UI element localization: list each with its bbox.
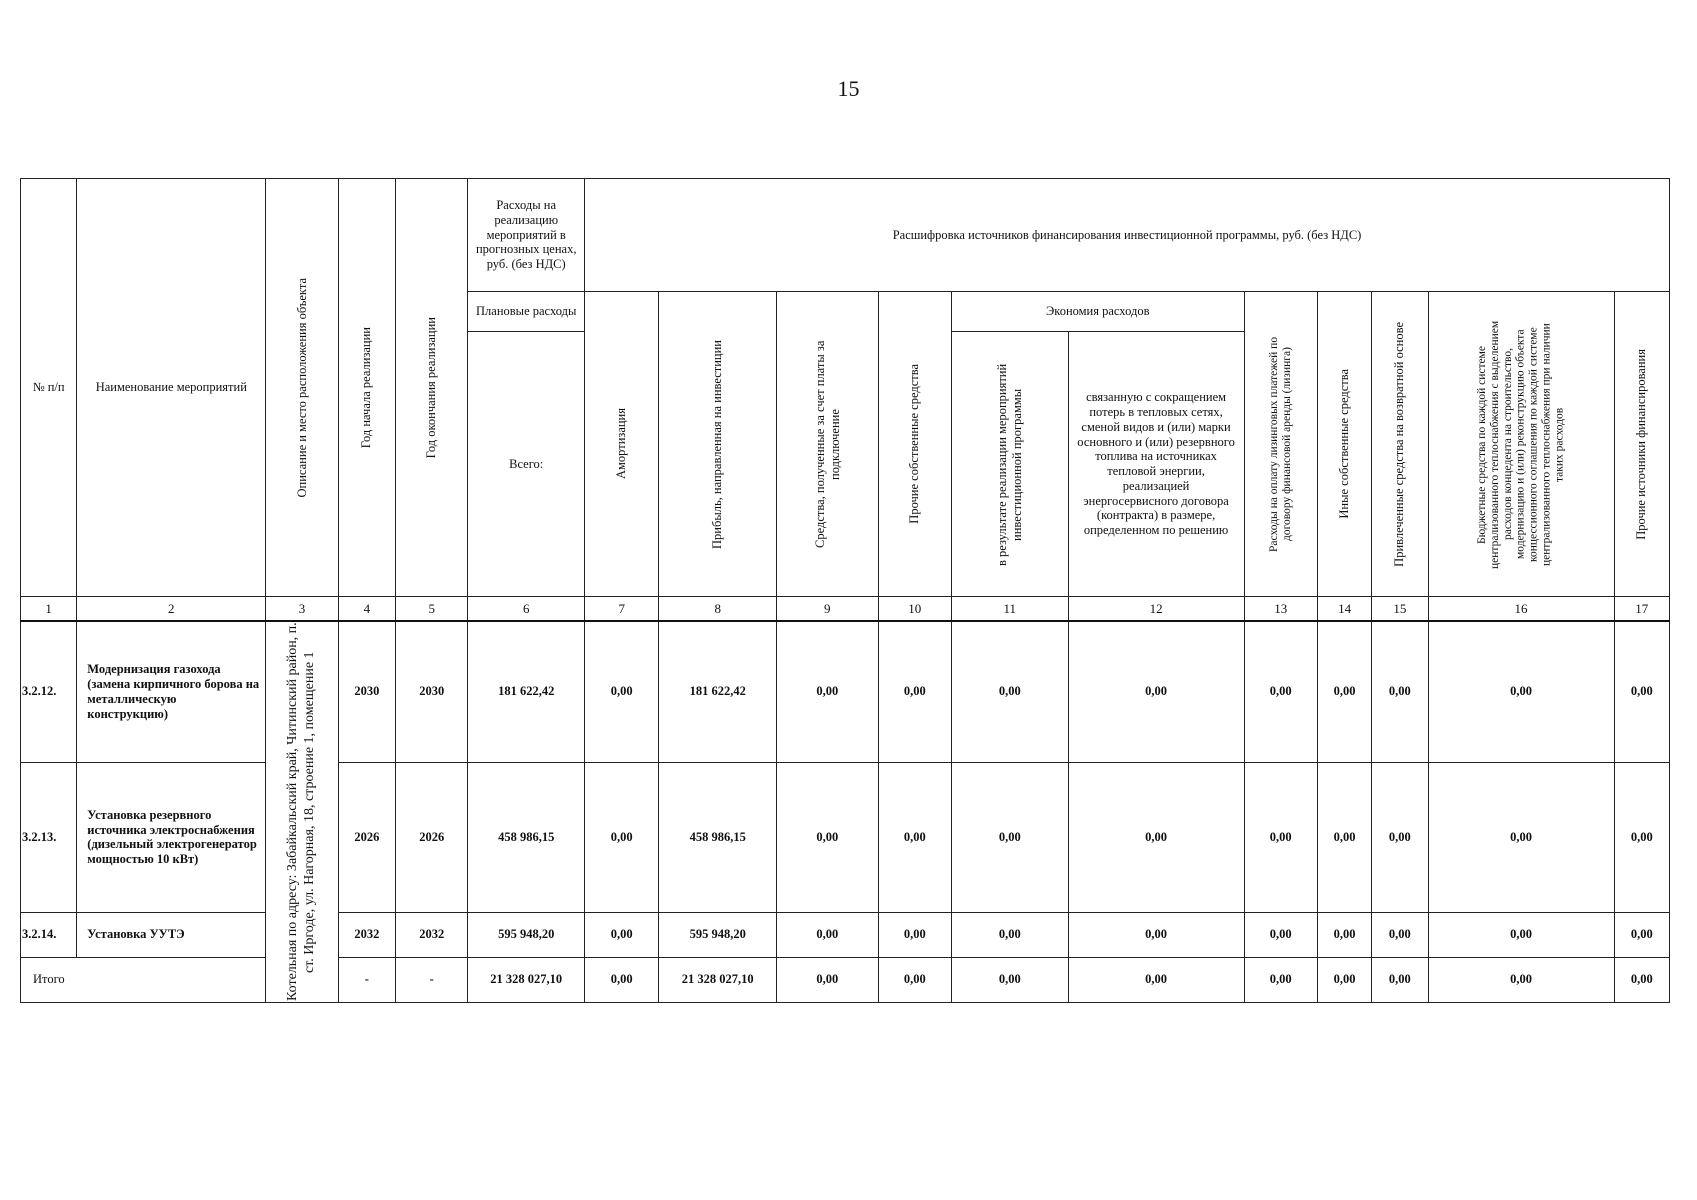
header-cell-connection-fee	[777, 292, 879, 597]
header-other-sources-label: Прочие источники финансирования	[1634, 348, 1649, 540]
row-c13: 0,00	[1244, 763, 1317, 912]
header-cell-economy: Экономия расходов	[951, 292, 1244, 332]
total-c7: 0,00	[585, 957, 659, 1002]
total-c16: 0,00	[1428, 957, 1614, 1002]
header-budget-label: Бюджетные средства по каждой системе централизованного теплоснабжения с выделением расходов концедента на строительство, модернизацию и (или) реконструкцию объекта концессионного соглашения по каждой системе централизованного теплоснабжения при наличии таких расходов	[1475, 319, 1566, 569]
header-cell-total: Всего:	[468, 332, 585, 597]
page-number: 15	[837, 76, 860, 101]
row-c8: 595 948,20	[659, 912, 777, 957]
header-other-funds-label: Иные собственные средства	[1337, 369, 1352, 519]
row-c14: 0,00	[1317, 763, 1371, 912]
row-c11: 0,00	[951, 912, 1068, 957]
header-cell-borrowed	[1372, 292, 1428, 597]
col-num: 1	[21, 597, 77, 621]
row-c16: 0,00	[1428, 912, 1614, 957]
total-c12: 0,00	[1068, 957, 1244, 1002]
col-num: 12	[1068, 597, 1244, 621]
total-end-year: -	[396, 957, 468, 1002]
total-label: Итого	[21, 957, 266, 1002]
row-c12: 0,00	[1068, 763, 1244, 912]
row-c15: 0,00	[1372, 912, 1428, 957]
col-num: 4	[338, 597, 395, 621]
row-end-year: 2030	[396, 621, 468, 763]
row-c14: 0,00	[1317, 912, 1371, 957]
total-c9: 0,00	[777, 957, 879, 1002]
header-row-1	[21, 179, 1670, 292]
header-cell-start-year	[338, 179, 395, 597]
header-leasing-label: Расходы на оплату лизинговых платежей по договору финансовой аренды (лизинга)	[1267, 336, 1293, 552]
row-end-year: 2026	[396, 763, 468, 912]
row-c10: 0,00	[878, 912, 951, 957]
row-c17: 0,00	[1614, 912, 1670, 957]
header-start-year-label: Год начала реализации	[359, 326, 374, 449]
row-end-year: 2032	[396, 912, 468, 957]
header-cell-funding-sources: Расшифровка источников финансирования инвестиционной программы, руб. (без НДС)	[585, 179, 1670, 292]
row-c7: 0,00	[585, 763, 659, 912]
row-c12: 0,00	[1068, 912, 1244, 957]
total-c11: 0,00	[951, 957, 1068, 1002]
header-cell-economy-program	[951, 332, 1068, 597]
row-c17: 0,00	[1614, 621, 1670, 763]
row-c10: 0,00	[878, 763, 951, 912]
header-cell-amortization	[585, 292, 659, 597]
row-c10: 0,00	[878, 621, 951, 763]
row-total: 458 986,15	[468, 763, 585, 912]
row-code: 3.2.14.	[21, 912, 77, 957]
header-cell-planned: Плановые расходы	[468, 292, 585, 332]
header-cell-other-sources	[1614, 292, 1670, 597]
table-row	[21, 621, 1670, 763]
row-total: 595 948,20	[468, 912, 585, 957]
total-c14: 0,00	[1317, 957, 1371, 1002]
total-c13: 0,00	[1244, 957, 1317, 1002]
row-code: 3.2.12.	[21, 621, 77, 763]
col-num: 15	[1372, 597, 1428, 621]
total-sum: 21 328 027,10	[468, 957, 585, 1002]
col-num: 10	[878, 597, 951, 621]
row-c11: 0,00	[951, 763, 1068, 912]
col-num: 7	[585, 597, 659, 621]
row-c15: 0,00	[1372, 763, 1428, 912]
col-num: 17	[1614, 597, 1670, 621]
header-connection-fee-label: Средства, полученные за счет платы за подключение	[812, 340, 842, 548]
total-start-year: -	[338, 957, 395, 1002]
header-cell-location	[266, 179, 338, 597]
row-c8: 458 986,15	[659, 763, 777, 912]
row-c11: 0,00	[951, 621, 1068, 763]
row-c12: 0,00	[1068, 621, 1244, 763]
row-name: Установка УУТЭ	[77, 912, 266, 957]
location-cell	[266, 621, 338, 1003]
row-c7: 0,00	[585, 912, 659, 957]
col-num: 3	[266, 597, 338, 621]
col-num: 16	[1428, 597, 1614, 621]
header-cell-budget	[1428, 292, 1614, 597]
col-num: 2	[77, 597, 266, 621]
investment-program-table	[20, 178, 1670, 1003]
row-total: 181 622,42	[468, 621, 585, 763]
total-c8: 21 328 027,10	[659, 957, 777, 1002]
col-num: 9	[777, 597, 879, 621]
total-c17: 0,00	[1614, 957, 1670, 1002]
col-num: 11	[951, 597, 1068, 621]
row-start-year: 2032	[338, 912, 395, 957]
col-num: 6	[468, 597, 585, 621]
header-cell-leasing	[1244, 292, 1317, 597]
row-name: Установка резервного источника электроснабжения (дизельный электрогенератор мощностью 10 кВт)	[77, 763, 266, 912]
row-name: Модернизация газохода (замена кирпичного борова на металлическую конструкцию)	[77, 621, 266, 763]
header-cell-economy-losses: связанную с сокращением потерь в тепловых сетях, сменой видов и (или) марки основного и (или) резервного топлива на источниках тепловой энергии, реализацией энергосервисного договора (контракта) в размере, определенном по решению	[1068, 332, 1244, 597]
col-num: 8	[659, 597, 777, 621]
col-num: 14	[1317, 597, 1371, 621]
header-economy-program-label: в результате реализации мероприятий инвестиционной программы	[995, 362, 1024, 566]
column-number-row	[21, 597, 1670, 621]
header-cell-other-funds	[1317, 292, 1371, 597]
total-c10: 0,00	[878, 957, 951, 1002]
header-amortization-label: Амортизация	[614, 408, 629, 480]
col-num: 13	[1244, 597, 1317, 621]
header-cell-end-year	[396, 179, 468, 597]
header-cell-expenses: Расходы на реализацию мероприятий в прогнозных ценах, руб. (без НДС)	[468, 179, 585, 292]
header-location-label: Описание и место расположения объекта	[294, 277, 309, 498]
header-profit-label: Прибыль, направленная на инвестиции	[710, 339, 725, 549]
header-cell-number: № п/п	[21, 179, 77, 597]
total-c15: 0,00	[1372, 957, 1428, 1002]
row-c13: 0,00	[1244, 621, 1317, 763]
row-start-year: 2026	[338, 763, 395, 912]
row-code: 3.2.13.	[21, 763, 77, 912]
header-cell-name: Наименование мероприятий	[77, 179, 266, 597]
header-end-year-label: Год окончания реализации	[424, 316, 439, 459]
row-c7: 0,00	[585, 621, 659, 763]
header-other-own-label: Прочие собственные средства	[907, 364, 922, 524]
header-borrowed-label: Привлеченные средства на возвратной основе	[1392, 321, 1407, 567]
header-cell-other-own	[878, 292, 951, 597]
row-c8: 181 622,42	[659, 621, 777, 763]
col-num: 5	[396, 597, 468, 621]
row-c14: 0,00	[1317, 621, 1371, 763]
row-c9: 0,00	[777, 912, 879, 957]
location-text: Котельная по адресу: Забайкальский край, Читинский район, п. ст. Иргоде, ул. Нагорная, 18, строение 1, помещение 1	[285, 622, 317, 1001]
row-c13: 0,00	[1244, 912, 1317, 957]
row-c9: 0,00	[777, 763, 879, 912]
header-cell-profit	[659, 292, 777, 597]
row-start-year: 2030	[338, 621, 395, 763]
row-c9: 0,00	[777, 621, 879, 763]
row-c16: 0,00	[1428, 621, 1614, 763]
row-c15: 0,00	[1372, 621, 1428, 763]
row-c17: 0,00	[1614, 763, 1670, 912]
row-c16: 0,00	[1428, 763, 1614, 912]
